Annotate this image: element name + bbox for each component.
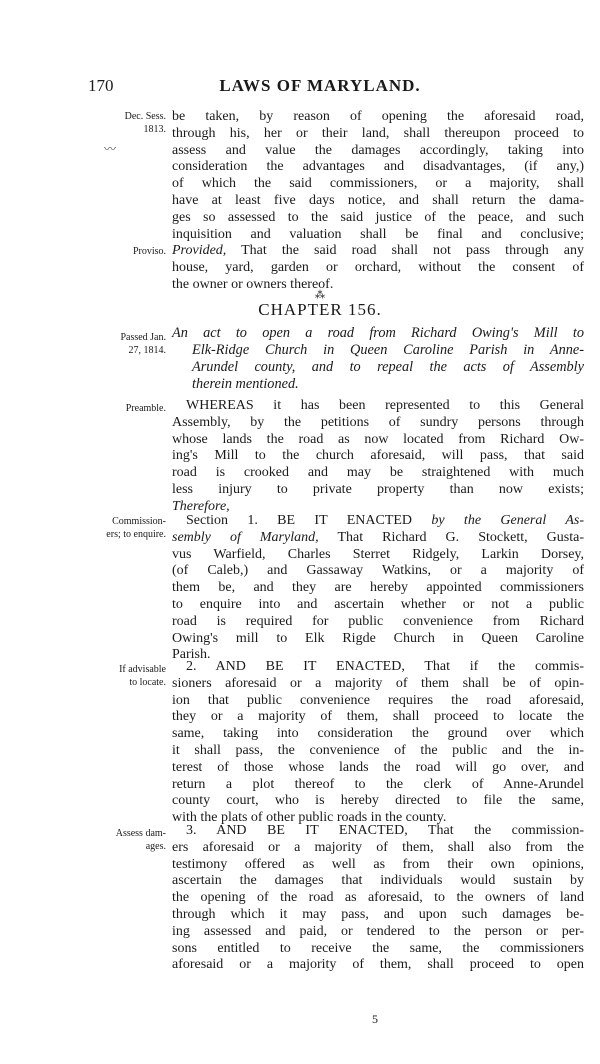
text-line: less injury to private property than now exists; bbox=[172, 481, 584, 497]
text-line: 3. AND BE IT ENACTED, That the commission- bbox=[186, 823, 584, 838]
text-line: with the plats of other public roads in the county. bbox=[172, 810, 447, 826]
text-line: to enquire into and ascertain whether or not a public bbox=[172, 596, 584, 612]
text-line: ing assessed and paid, or tendered to the person or per- bbox=[172, 923, 584, 939]
text-line: 2. AND BE IT ENACTED, That if the commis- bbox=[186, 659, 584, 674]
text-line: the opening of the road as aforesaid, to the owners of land bbox=[172, 890, 584, 906]
text-line: ascertain the damages that individuals would sustain by bbox=[172, 873, 584, 889]
title-line: therein mentioned. bbox=[192, 376, 299, 392]
text-line: Assembly, by the petitions of sundry persons through bbox=[172, 414, 584, 430]
text-line: ges so assessed to the said justice of the peace, and such bbox=[172, 209, 584, 225]
page-header bbox=[0, 76, 600, 100]
text-line: Section 1. BE IT ENACTED by the General As- bbox=[186, 513, 584, 528]
text-line: aforesaid or a majority of them, shall proceed to open bbox=[172, 957, 584, 973]
text-line: same, taking into consideration the ground over which bbox=[172, 726, 584, 742]
margin-note-proviso: Proviso. bbox=[132, 246, 166, 257]
section-2 bbox=[172, 659, 584, 827]
running-head: LAWS OF MARYLAND. bbox=[219, 76, 421, 95]
squiggle-ornament: 〰 bbox=[104, 142, 117, 156]
title-line: An act to open a road from Richard Owing's Mill to bbox=[172, 325, 584, 341]
text-line: testimony offered as well as from their own opinions, bbox=[172, 856, 584, 872]
signature-mark: 5 bbox=[372, 1012, 378, 1026]
text-line: through his, her or their land, shall thereupon proceed to bbox=[172, 125, 584, 141]
proviso-line: Provided, That the said road shall not pass through any bbox=[172, 243, 584, 259]
margin-note-passed: Passed Jan. 27, 1814. bbox=[120, 332, 166, 356]
margin-note-commissioners: Commission- ers; to enquire. bbox=[106, 516, 166, 540]
margin-note-session: Dec. Sess. 1813. bbox=[124, 111, 166, 135]
text-line: through which it may pass, and upon such damages be- bbox=[172, 906, 584, 922]
text-line: assess and value the damages accordingly, taking into bbox=[172, 142, 584, 158]
text-line: Owing's mill to Elk Rigde Church in Queen Caroline bbox=[172, 630, 584, 646]
margin-note-assess: Assess dam- ages. bbox=[115, 828, 166, 852]
text-line: ion that public convenience requires the road aforesaid, bbox=[172, 692, 584, 708]
text-line: sioners aforesaid or a majority of them shall be of opin- bbox=[172, 675, 584, 691]
continuation-paragraph bbox=[172, 109, 584, 294]
text-line: return a plot thereof to the clerk of Anne-Arundel bbox=[172, 776, 584, 792]
text-line: road is required for public convenience from Richard bbox=[172, 613, 584, 629]
title-line: Arundel county, and to repeal the acts of Assembly bbox=[192, 359, 584, 375]
title-line: Elk-Ridge Church in Queen Caroline Parish in Anne- bbox=[192, 342, 584, 358]
chapter-heading: CHAPTER 156. bbox=[258, 300, 382, 319]
text-line: whose lands the road as now located from Richard Ow- bbox=[172, 431, 584, 447]
text-line: WHEREAS it has been represented to this General bbox=[186, 398, 584, 413]
text-line: Parish. bbox=[172, 647, 211, 663]
text-line: vus Warfield, Charles Sterret Ridgely, Larkin Dorsey, bbox=[172, 546, 584, 562]
margin-note-preamble: Preamble. bbox=[125, 403, 166, 414]
proviso-line: house, yard, garden or orchard, without the consent of bbox=[172, 260, 584, 276]
text-line: sons entitled to receive the same, the commissioners bbox=[172, 940, 584, 956]
section-1 bbox=[172, 513, 584, 664]
text-line: be taken, by reason of opening the aforesaid road, bbox=[172, 109, 584, 124]
text-line: ers aforesaid or a majority of them, shall also from the bbox=[172, 839, 584, 855]
text-line: sembly of Maryland, That Richard G. Stockett, Gusta- bbox=[172, 529, 584, 545]
text-line: it shall pass, the convenience of the public and the in- bbox=[172, 742, 584, 758]
act-title bbox=[172, 325, 584, 393]
preamble-paragraph bbox=[172, 398, 584, 516]
text-line: consideration the advantages and disadvantages, (if any,) bbox=[172, 159, 584, 175]
section-3 bbox=[172, 823, 584, 974]
proviso-line: the owner or owners thereof. bbox=[172, 276, 334, 292]
text-line: terest of those whose lands the road will go over, and bbox=[172, 759, 584, 775]
text-line: ing's Mill to the church aforesaid, will pass, that said bbox=[172, 448, 584, 464]
page-number: 170 bbox=[88, 76, 114, 95]
margin-note-advisable: If advisable to locate. bbox=[119, 664, 166, 688]
text-line: them be, and they are hereby appointed commissioners bbox=[172, 580, 584, 596]
text-line: they or a majority of them, shall proceed to locate the bbox=[172, 709, 584, 725]
text-line: road is crooked and may be straightened with much bbox=[172, 465, 584, 481]
text-line: (of Caleb,) and Gassaway Watkins, or a majority of bbox=[172, 563, 584, 579]
text-line: of which the said commissioners, or a majority, shall bbox=[172, 176, 584, 192]
divider-ornament: ⁂ bbox=[315, 290, 325, 301]
text-line: inquisition and valuation shall be final and conclusive; bbox=[172, 226, 584, 242]
text-line: county court, who is hereby directed to file the same, bbox=[172, 793, 584, 809]
text-line: have at least five days notice, and shall return the dama- bbox=[172, 192, 584, 208]
text-line: Therefore, bbox=[172, 498, 230, 514]
